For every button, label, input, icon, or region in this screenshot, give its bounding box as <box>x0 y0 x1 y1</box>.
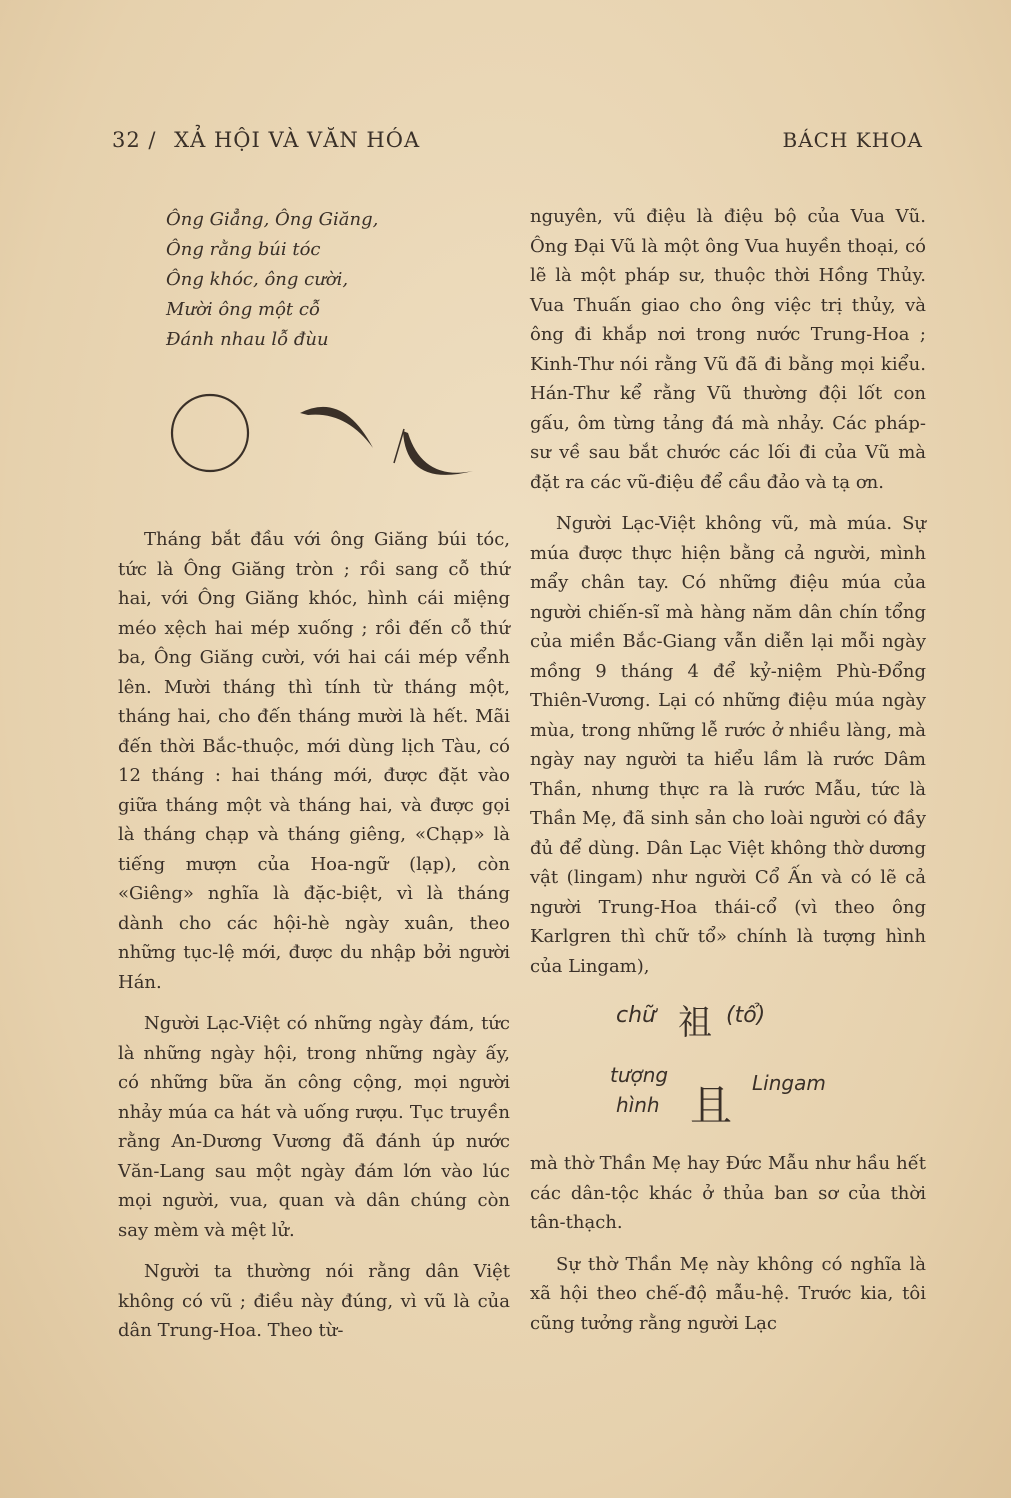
paragraph: nguyên, vũ điệu là điệu bộ của Vua Vũ. Ông Đại Vũ là một ông Vua huyền thoại, có lẽ là một pháp sư, thuộc thời Hồng Thủy. Vua Thuấn giao cho ông việc trị thủy, và ông đi khắp nơi trong nước Trung-Hoa ; Kinh-Thư nói rằng Vũ đã đi bằng mọi kiểu. Hán-Thư kể rằng Vũ thường đội lốt con gấu, ôm từng tảng đá mà nhảy. Các pháp-sư về sau bắt chước các lối đi của Vũ mà đặt ra các vũ-điệu để cầu đảo và tạ ơn. <box>530 206 926 493</box>
handwritten-annotation <box>530 993 926 1143</box>
paragraph: mà thờ Thần Mẹ hay Đức Mẫu như hầu hết các dân-tộc khác ở thủa ban sơ của thời tân-thạch. <box>530 1153 926 1233</box>
moon-phases-drawing <box>168 393 510 503</box>
poem-line: Đánh nhau lỗ đùu <box>166 329 329 350</box>
paragraph: Người Lạc-Việt không vũ, mà múa. Sự múa được thực hiện bằng cả người, mình mẩy chân tay. Có những điệu múa của người chiến-sĩ mà hàng năm dân chín tổng của miền Bắc-Giang vẫn diễn lại mỗi ngày mồng 9 tháng 4 để kỷ-niệm Phù-Đổng Thiên-Vương. Lại có những điệu múa ngày mùa, trong những lễ rước ở nhiều làng, mà ngày nay người ta hiểu lầm là rước Dâm Thần, nhưng thực ra là rước Mẫu, tức là Thần Mẹ, đã sinh sản cho loài người có đầy đủ để dùng. Dân Lạc Việt không thờ dương vật (lingam) như người Cổ Ấn và có lẽ cả người Trung-Hoa thái-cổ (vì theo ông Karlgren thì chữ tổ» chính là tượng hình của Lingam), <box>530 513 926 977</box>
laughing-moon-crescent <box>403 431 473 475</box>
crying-moon-crescent <box>300 407 373 448</box>
handwritten-character: 祖 <box>678 1003 712 1043</box>
poem <box>166 205 510 355</box>
moon-sketch <box>168 393 488 503</box>
paragraph: Người Lạc-Việt có những ngày đám, tức là những ngày hội, trong những ngày ấy, có những bữa ăn công cộng, mọi người nhảy múa ca hát và uống rượu. Tục truyền rằng An-Dương Vương đã đánh úp nước Văn-Lang sau một ngày đám lớn vào lúc mọi người, vua, quan và dân chúng còn say mèm và mệt lử. <box>118 1013 510 1241</box>
page-number: 32 / <box>112 128 157 152</box>
poem-line: Ông khóc, ông cười, <box>166 269 349 290</box>
handwritten-lingam: Lingam <box>752 1071 826 1095</box>
right-column <box>530 202 926 1350</box>
handwritten-reading: (tổ) <box>726 1003 766 1028</box>
poem-line: Ông rằng búi tóc <box>166 239 321 260</box>
handwritten-chu: chữ <box>616 1003 656 1028</box>
section-title: XẢ HỘI VÀ VĂN HÓA <box>174 128 421 152</box>
paragraph: Người ta thường nói rằng dân Việt không có vũ ; điều này đúng, vì vũ là của dân Trung-Hoa. Theo từ- <box>118 1261 510 1341</box>
crescent-stroke <box>394 429 404 463</box>
full-moon-circle <box>172 395 248 471</box>
publication-title: BÁCH KHOA <box>782 128 923 152</box>
handwritten-glyph: 且 <box>690 1081 733 1130</box>
handwritten-hinh: hình <box>616 1093 660 1117</box>
paragraph: Sự thờ Thần Mẹ này không có nghĩa là xã hội theo chế-độ mẫu-hệ. Trước kia, tôi cũng tưởng rằng người Lạc <box>530 1253 926 1334</box>
page-header <box>112 128 923 162</box>
left-column <box>118 205 510 1358</box>
header-left <box>112 128 420 152</box>
poem-line: Ông Giẳng, Ông Giăng, <box>166 209 379 230</box>
paragraph: Tháng bắt đầu với ông Giăng búi tóc, tức là Ông Giăng tròn ; rồi sang cỗ thứ hai, với Ông Giăng khóc, hình cái miệng méo xệch hai mép xuống ; rồi đến cỗ thứ ba, Ông Giăng cười, với hai cái mép vểnh lên. Mười tháng thì tính từ tháng một, tháng hai, cho đến tháng mười là hết. Mãi đến thời Bắc-thuộc, mới dùng lịch Tàu, có 12 tháng : hai tháng mới, được đặt vào giữa tháng một và tháng hai, và được gọi là tháng chạp và tháng giêng, «Chạp» là tiếng mượn của Hoa-ngữ (lạp), còn «Giêng» nghĩa là đặc-biệt, vì là tháng dành cho các hội-hè ngày xuân, theo những tục-lệ mới, được du nhập bởi người Hán. <box>118 529 510 993</box>
handwritten-tuong: tượng <box>610 1063 669 1087</box>
poem-line: Mười ông một cỗ <box>166 299 320 320</box>
